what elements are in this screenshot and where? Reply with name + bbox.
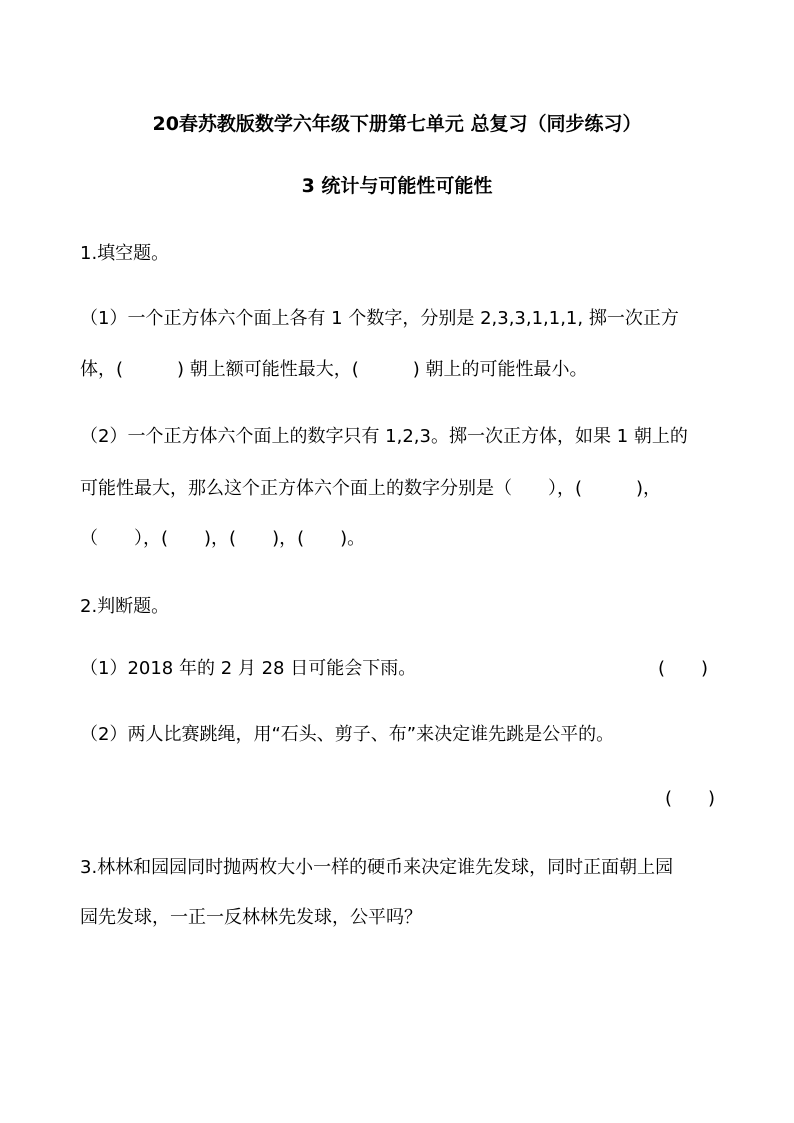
q1-part2-line3: （ ），( )，( )，( )。 bbox=[80, 528, 366, 549]
q3-line1: 3.林林和园园同时抛两枚大小一样的硬币来决定谁先发球，同时正面朝上园 bbox=[80, 857, 674, 878]
q1-part2-line1: （2）一个正方体六个面上的数字只有 1,2,3。掷一次正方体，如果 1 朝上的 bbox=[80, 426, 688, 447]
q2-part1-answer-blank: ( ) bbox=[658, 658, 709, 679]
document-title: 20春苏教版数学六年级下册第七单元 总复习（同步练习） bbox=[152, 113, 642, 135]
q1-part2-line2: 可能性最大，那么这个正方体六个面上的数字分别是（ ），( )， bbox=[80, 478, 662, 499]
q1-part1-line2: 体，( ) 朝上额可能性最大，( ) 朝上的可能性最小。 bbox=[80, 359, 588, 380]
q3-line2: 园先发球，一正一反林林先发球，公平吗？ bbox=[80, 907, 422, 928]
q2-part2-answer-blank: ( ) bbox=[665, 788, 716, 809]
q1-heading: 1.填空题。 bbox=[80, 243, 170, 264]
q1-part1-line1: （1）一个正方体六个面上各有 1 个数字，分别是 2,3,3,1,1,1, 掷一次正方 bbox=[80, 308, 679, 329]
q2-part2-text: （2）两人比赛跳绳，用“石头、剪子、布”来决定谁先跳是公平的。 bbox=[80, 724, 615, 745]
q2-part1-text: （1）2018 年的 2 月 28 日可能会下雨。 bbox=[80, 658, 417, 679]
q2-heading: 2.判断题。 bbox=[80, 596, 170, 617]
document-subtitle: 3 统计与可能性可能性 bbox=[301, 175, 493, 197]
